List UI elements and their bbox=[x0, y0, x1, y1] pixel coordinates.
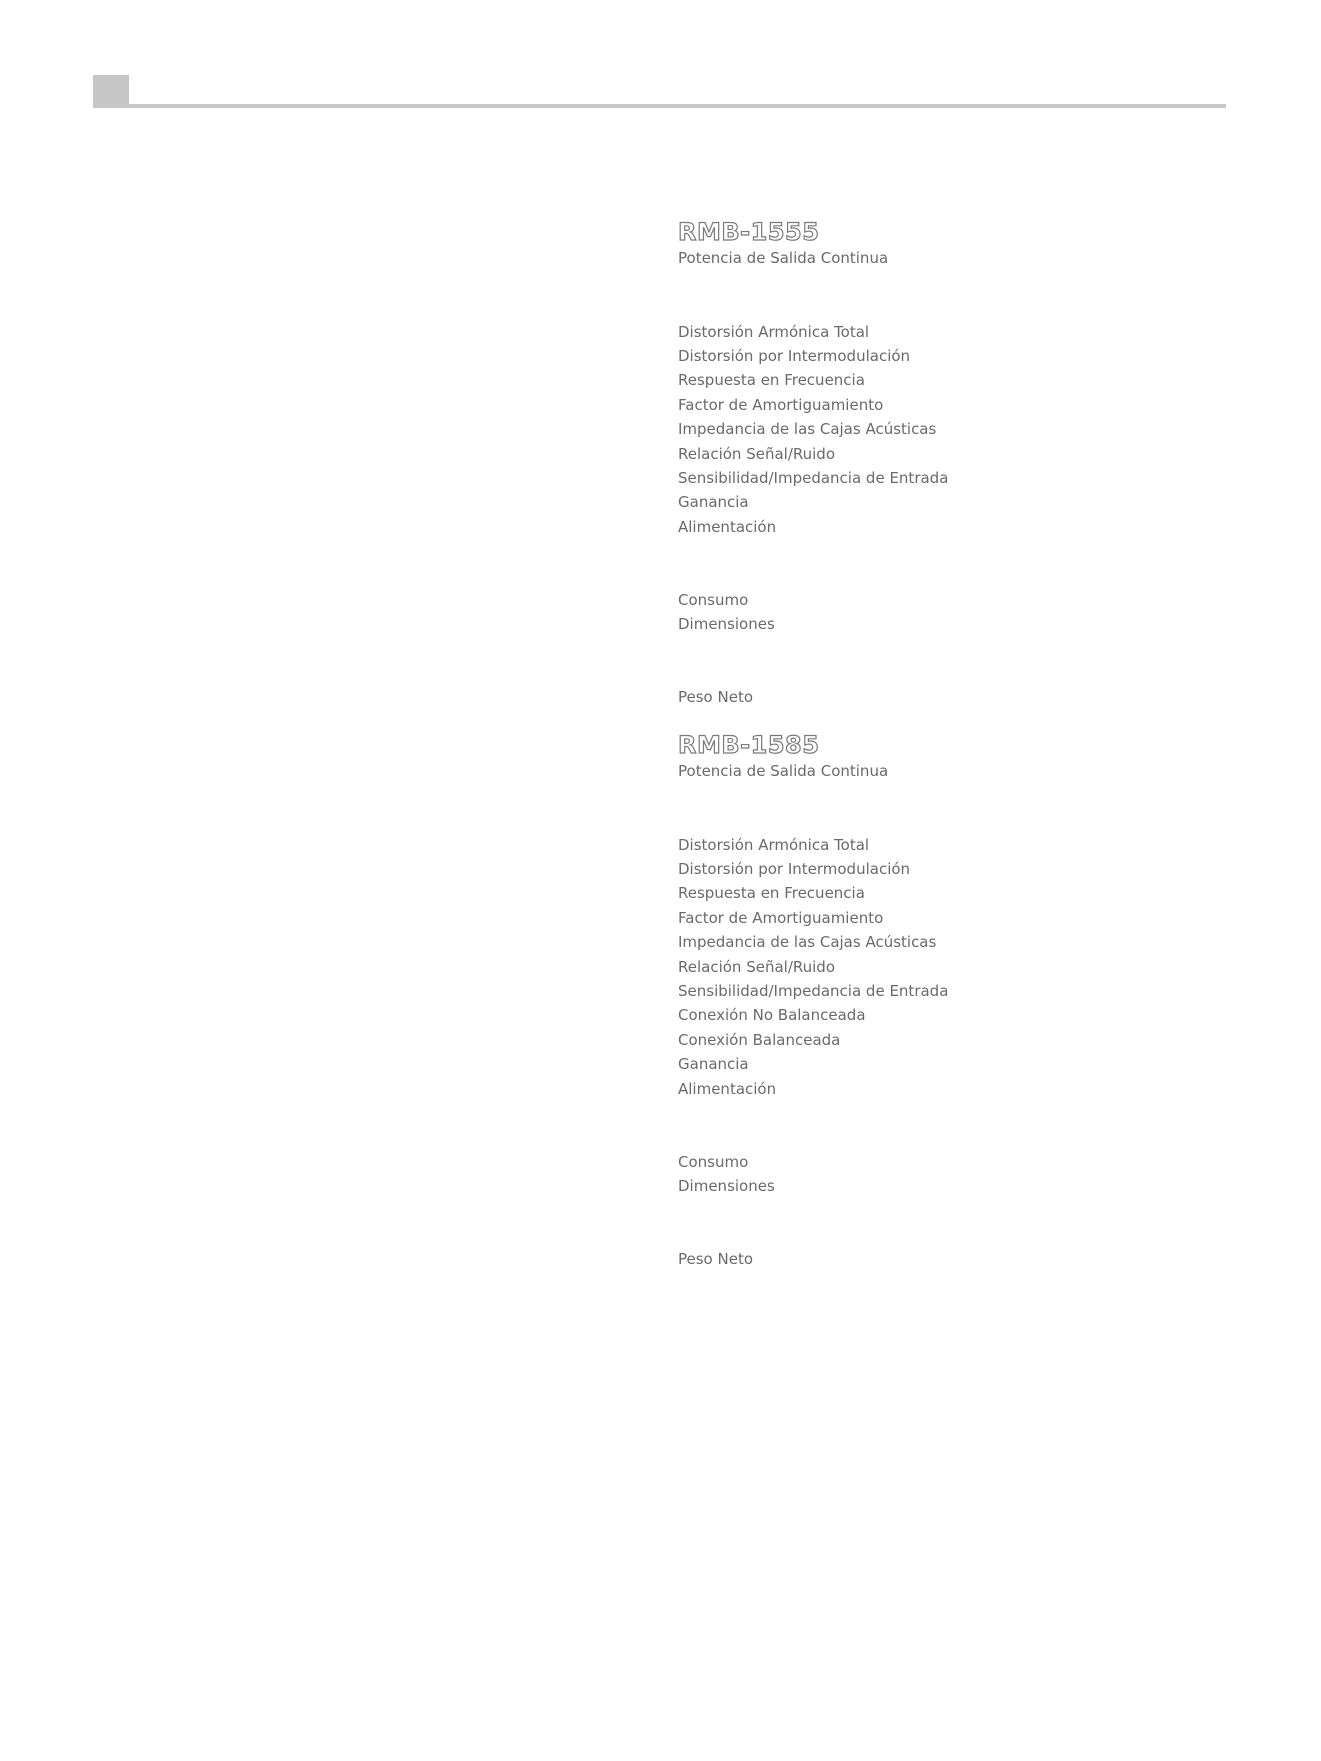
spec-label-impedancia-cajas: Impedancia de las Cajas Acústicas bbox=[678, 933, 937, 951]
spec-label-ganancia: Ganancia bbox=[678, 1055, 749, 1073]
header-rule bbox=[93, 104, 1226, 108]
spec-label-sensibilidad: Sensibilidad/Impedancia de Entrada bbox=[678, 469, 949, 487]
spec-label-factor-amortiguamiento: Factor de Amortiguamiento bbox=[678, 396, 884, 414]
spec-label-alimentacion: Alimentación bbox=[678, 1080, 777, 1098]
spec-label-sensibilidad: Sensibilidad/Impedancia de Entrada bbox=[678, 982, 949, 1000]
spec-label-alimentacion: Alimentación bbox=[678, 518, 777, 536]
spec-label-conexion-balanceada: Conexión Balanceada bbox=[678, 1031, 841, 1049]
spec-label-distorsion-armonica: Distorsión Armónica Total bbox=[678, 836, 870, 854]
spec-label-impedancia-cajas: Impedancia de las Cajas Acústicas bbox=[678, 420, 937, 438]
spec-label-conexion-no-balanceada: Conexión No Balanceada bbox=[678, 1006, 866, 1024]
spec-label-distorsion-armonica: Distorsión Armónica Total bbox=[678, 323, 870, 341]
spec-label-consumo: Consumo bbox=[678, 591, 749, 609]
spec-label-factor-amortiguamiento: Factor de Amortiguamiento bbox=[678, 909, 884, 927]
model-title: RMB-1555 bbox=[678, 218, 820, 246]
spec-label-consumo: Consumo bbox=[678, 1153, 749, 1171]
header-square bbox=[93, 75, 129, 107]
spec-label-respuesta-frecuencia: Respuesta en Frecuencia bbox=[678, 884, 865, 902]
spec-label-peso-neto: Peso Neto bbox=[678, 1250, 754, 1268]
spec-label-distorsion-intermodulacion: Distorsión por Intermodulación bbox=[678, 347, 911, 365]
model-title: RMB-1585 bbox=[678, 731, 820, 759]
spec-label-respuesta-frecuencia: Respuesta en Frecuencia bbox=[678, 371, 865, 389]
spec-label-ganancia: Ganancia bbox=[678, 493, 749, 511]
spec-label-dimensiones: Dimensiones bbox=[678, 1177, 775, 1195]
spec-label-distorsion-intermodulacion: Distorsión por Intermodulación bbox=[678, 860, 911, 878]
spec-label-peso-neto: Peso Neto bbox=[678, 688, 754, 706]
spec-label-dimensiones: Dimensiones bbox=[678, 615, 775, 633]
spec-label-potencia: Potencia de Salida Continua bbox=[678, 249, 889, 267]
spec-label-relacion-senal-ruido: Relación Señal/Ruido bbox=[678, 958, 835, 976]
spec-label-potencia: Potencia de Salida Continua bbox=[678, 762, 889, 780]
spec-label-relacion-senal-ruido: Relación Señal/Ruido bbox=[678, 445, 835, 463]
